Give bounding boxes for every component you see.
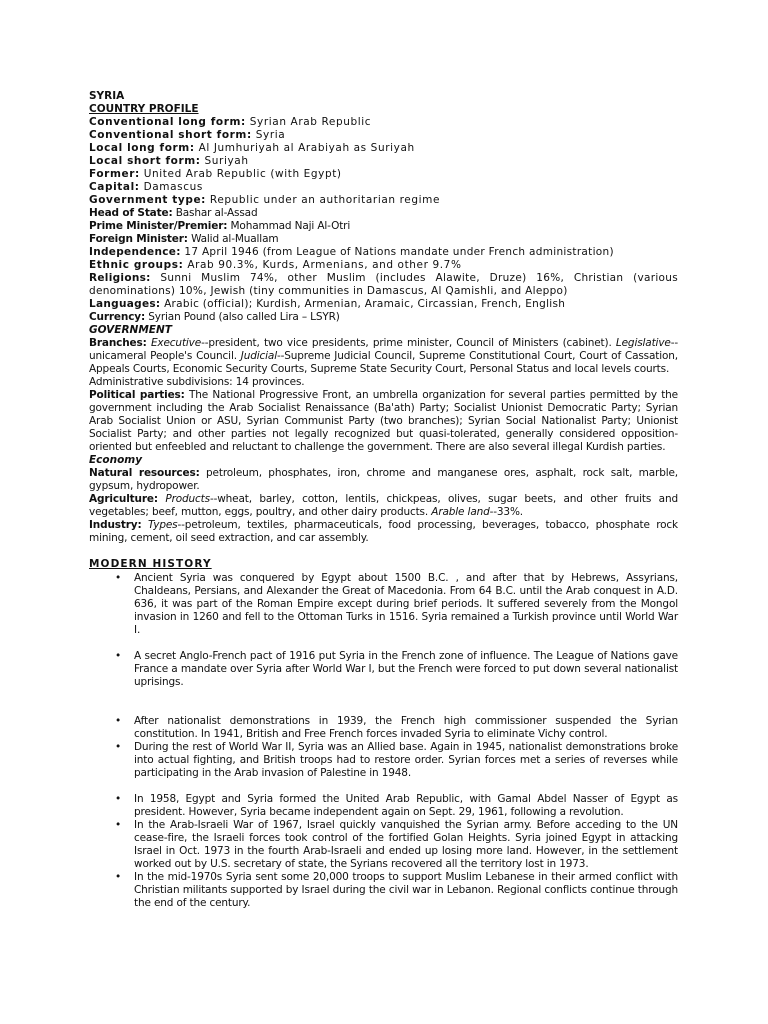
political-parties-label: Political parties: [89,389,185,401]
field-label: Local short form: [89,155,201,167]
field-value: Syrian Pound (also called Lira – LSYR) [148,311,340,323]
history-item-text: In the mid-1970s Syria sent some 20,000 troops to support Muslim Lebanese in their armed conflict with Christian militants supported by Israel during the civil war in Lebanon. Regional conflicts continue through the end of the century. [134,871,678,909]
arable-land-label: Arable land [431,506,490,518]
types-text: --petroleum, textiles, pharmaceuticals, food processing, beverages, tobacco, phosphate rock mining, cement, oil seed extraction, and car assembly. [89,519,678,544]
field-value: Republic under an authoritarian regime [209,194,440,206]
field-label: Head of State: [89,207,173,219]
spacer [89,689,678,702]
field-label: Religions: [89,272,151,284]
government-heading: GOVERNMENT [89,324,172,336]
field-capital [89,181,678,194]
history-item-text: A secret Anglo-French pact of 1916 put Syria in the French zone of influence. The League of Nations gave France a mandate over Syria after World War I, but the French were forced to put down several nationalist uprisings. [134,650,678,688]
agriculture-label: Agriculture: [89,493,158,505]
field-label: Capital: [89,181,140,193]
field-currency [89,311,678,324]
legislative-label: Legislative [615,337,671,349]
document-title: SYRIA [89,90,125,102]
field-conventional-short-form [89,129,678,142]
document-body [89,90,678,910]
history-item [89,741,678,780]
industry [89,519,678,545]
types-label: Types [147,519,178,531]
field-languages [89,298,678,311]
political-parties [89,389,678,454]
executive-text: --president, two vice presidents, prime minister, Council of Ministers (cabinet). [201,337,612,349]
modern-history-list [89,572,678,910]
field-label: Local long form: [89,142,195,154]
government-branches [89,337,678,376]
administrative-subdivisions: Administrative subdivisions: 14 provinces. [89,376,305,388]
field-local-long-form [89,142,678,155]
field-value: Arabic (official); Kurdish, Armenian, Aramaic, Circassian, French, English [164,298,566,310]
products-label: Products [165,493,210,505]
history-item-text: In the Arab-Israeli War of 1967, Israel quickly vanquished the Syrian army. Before acceding to the UN cease-fire, the Israeli forces took control of the fortified Golan Heights. Syria joined Egypt in attacking Israel in Oct. 1973 in the fourth Arab-Israeli and ended up losing more land. However, in the settlement worked out by U.S. secretary of state, the Syrians recovered all the territory lost in 1973. [134,819,678,870]
field-head-of-state [89,207,678,220]
field-value: Arab 90.3%, Kurds, Armenians, and other 9.7% [187,259,462,271]
history-item [89,793,678,819]
history-item-text: During the rest of World War II, Syria was an Allied base. Again in 1945, nationalist demonstrations broke into actual fighting, and British troops had to restore order. Syrian forces met a series of reverses while participating in the Arab invasion of Palestine in 1948. [134,741,678,779]
judicial-label: Judicial [240,350,277,362]
field-former [89,168,678,181]
history-item [89,572,678,637]
bullet-icon: • [115,793,122,805]
bullet-icon: • [115,741,122,753]
spacer [89,637,678,650]
field-local-short-form [89,155,678,168]
judicial-text: --Supreme Judicial Council, Supreme Constitutional Court, Court of Cassation, Appeals Courts, Economic Security Courts, Supreme State Security Court, Personal Status and local levels courts. [89,350,678,375]
field-religions [89,272,678,298]
bullet-icon: • [115,819,122,831]
arable-land-text: --33%. [489,506,523,518]
field-foreign-minister [89,233,678,246]
field-value: Al Jumhuriyah al Arabiyah as Suriyah [198,142,415,154]
spacer [89,702,678,715]
field-value: Syrian Arab Republic [249,116,372,128]
natural-resources-text: petroleum, phosphates, iron, chrome and manganese ores, asphalt, rock salt, marble, gypsum, hydropower. [89,467,678,492]
history-item [89,871,678,910]
field-value: Sunni Muslim 74%, other Muslim (includes Alawite, Druze) 16%, Christian (various denominations) 10%, Jewish (tiny communities in Damascus, Al Qamishli, and Aleppo) [89,272,679,297]
modern-history-heading: MODERN HISTORY [89,558,212,570]
field-prime-minister [89,220,678,233]
field-label: Prime Minister/Premier: [89,220,228,232]
bullet-icon: • [115,572,122,584]
spacer [89,780,678,793]
field-label: Conventional short form: [89,129,252,141]
field-government-type [89,194,678,207]
field-label: Independence: [89,246,181,258]
executive-label: Executive [150,337,202,349]
natural-resources [89,467,678,493]
natural-resources-label: Natural resources: [89,467,200,479]
field-value: Walid al-Muallam [191,233,279,245]
history-item-text: In 1958, Egypt and Syria formed the United Arab Republic, with Gamal Abdel Nasser of Egypt as president. However, Syria became independent again on Sept. 29, 1961, following a revolution. [134,793,678,818]
bullet-icon: • [115,715,122,727]
field-value: United Arab Republic (with Egypt) [143,168,342,180]
economy-heading: Economy [89,454,143,466]
field-value: Damascus [143,181,203,193]
field-label: Government type: [89,194,206,206]
history-item-text: Ancient Syria was conquered by Egypt about 1500 B.C. , and after that by Hebrews, Assyrians, Chaldeans, Persians, and Alexander the Great of Macedonia. From 64 B.C. until the Arab conquest in A.D. 636, it was part of the Roman Empire except during brief periods. It suffered severely from the Mongol invasion in 1260 and fell to the Ottoman Turks in 1516. Syria remained a Turkish province until World War I. [134,572,678,636]
history-item [89,819,678,871]
industry-label: Industry: [89,519,142,531]
branches-label: Branches: [89,337,147,349]
field-ethnic-groups [89,259,678,272]
country-profile-heading: COUNTRY PROFILE [89,103,199,115]
field-value: Mohammad Naji Al-Otri [230,220,351,232]
field-label: Conventional long form: [89,116,246,128]
field-conventional-long-form [89,116,678,129]
history-item-text: After nationalist demonstrations in 1939, the French high commissioner suspended the Syrian constitution. In 1941, British and Free French forces invaded Syria to eliminate Vichy control. [134,715,678,740]
field-label: Languages: [89,298,161,310]
field-independence [89,246,678,259]
agriculture [89,493,678,519]
field-label: Currency: [89,311,146,323]
field-label: Former: [89,168,140,180]
history-item [89,715,678,741]
field-value: Syria [255,129,286,141]
history-item [89,650,678,689]
bullet-icon: • [115,650,122,662]
legislative-text: --unicameral People's Council. [89,337,678,362]
bullet-icon: • [115,871,122,883]
field-value: Bashar al-Assad [175,207,258,219]
field-label: Ethnic groups: [89,259,184,271]
political-parties-text: The National Progressive Front, an umbrella organization for several parties permitted by the government including the Arab Socialist Renaissance (Ba'ath) Party; Socialist Unionist Democratic Party; Syrian Arab Socialist Union or ASU, Syrian Communist Party (two branches); Syrian Social Nationalist Party; Unionist Socialist Party; and other parties not legally recognized but quasi-tolerated, generally considered opposition-oriented but enfeebled and reluctant to challenge the government. There are also several illegal Kurdish parties. [89,389,678,453]
field-value: Suriyah [204,155,249,167]
field-value: 17 April 1946 (from League of Nations mandate under French administration) [184,246,614,258]
field-label: Foreign Minister: [89,233,188,245]
products-text: --wheat, barley, cotton, lentils, chickpeas, olives, sugar beets, and other fruits and vegetables; beef, mutton, eggs, poultry, and other dairy products. [89,493,678,518]
